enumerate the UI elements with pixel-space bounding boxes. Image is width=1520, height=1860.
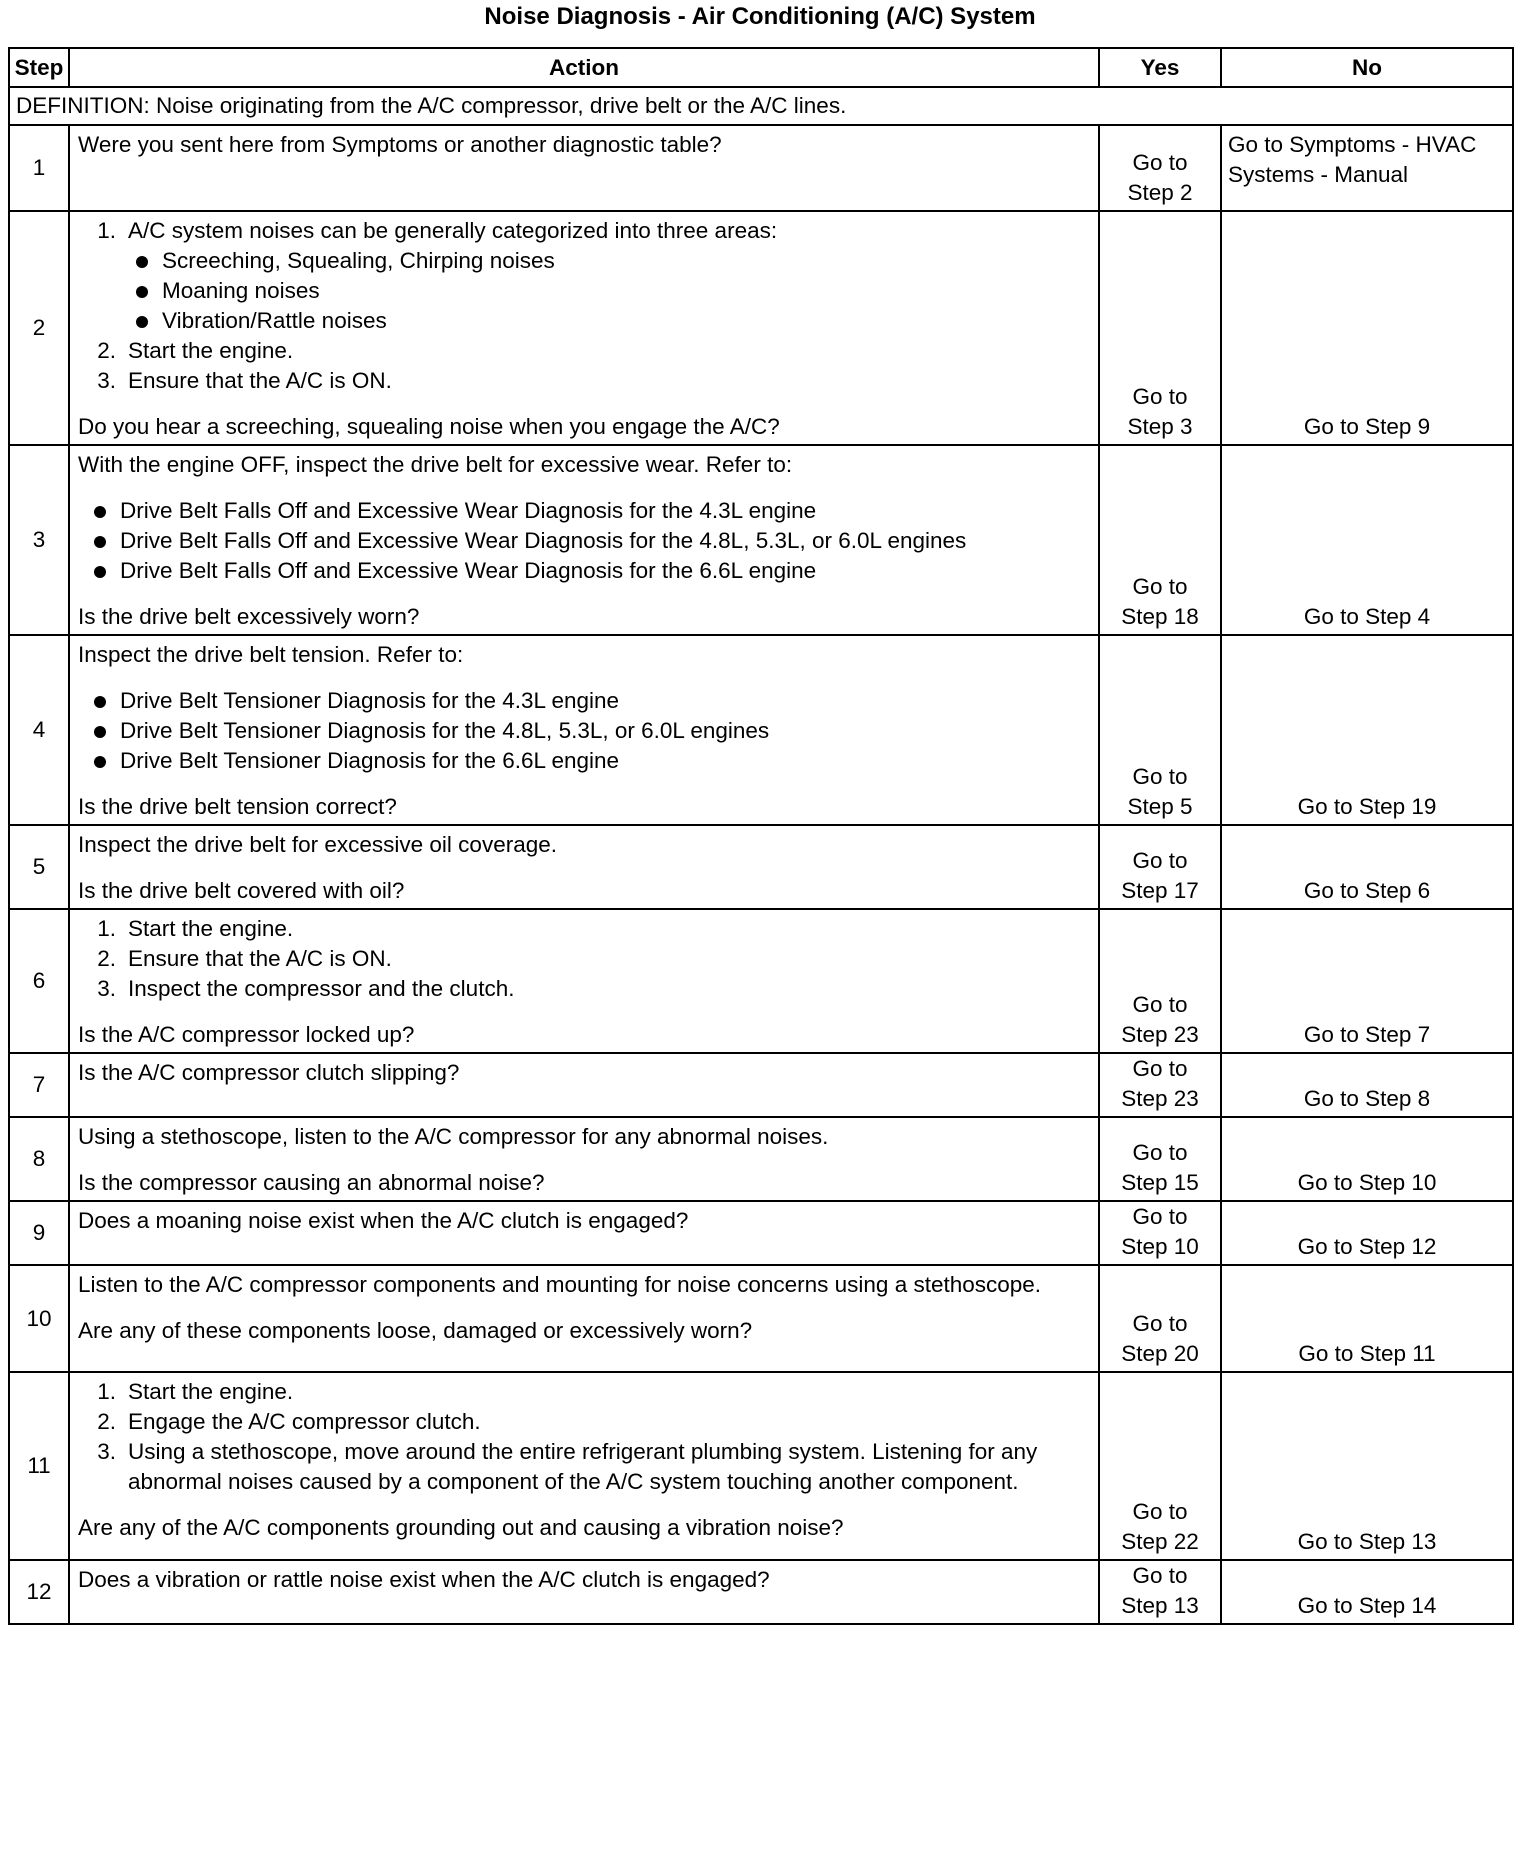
yes-result bbox=[1099, 445, 1221, 635]
action-cell bbox=[69, 1372, 1099, 1560]
item-number: 3. bbox=[97, 368, 116, 393]
numbered-item bbox=[78, 366, 1090, 396]
action-cell bbox=[69, 125, 1099, 211]
action-cell bbox=[69, 909, 1099, 1053]
table-row bbox=[9, 1117, 1513, 1201]
item-text: Ensure that the A/C is ON. bbox=[128, 368, 392, 393]
table-row bbox=[9, 1372, 1513, 1560]
result-line: Go to bbox=[1132, 764, 1188, 789]
action-question: Do you hear a screeching, squealing noise when you engage the A/C? bbox=[78, 414, 780, 439]
yes-result bbox=[1099, 635, 1221, 825]
spacer bbox=[78, 1300, 1090, 1316]
action-intro: Inspect the drive belt for excessive oil coverage. bbox=[78, 832, 557, 857]
spacer bbox=[78, 1152, 1090, 1168]
action-question: Does a moaning noise exist when the A/C clutch is engaged? bbox=[78, 1208, 689, 1233]
step-number: 2 bbox=[9, 211, 69, 445]
step-number: 7 bbox=[9, 1053, 69, 1117]
no-result: Go to Step 7 bbox=[1221, 909, 1513, 1053]
yes-result bbox=[1099, 1560, 1221, 1624]
result-line: Step 5 bbox=[1127, 794, 1193, 819]
bullet-item: Drive Belt Falls Off and Excessive Wear Diagnosis for the 6.6L engine bbox=[78, 556, 1090, 586]
action-cell bbox=[69, 445, 1099, 635]
action-cell bbox=[69, 1201, 1099, 1265]
no-result: Go to Step 19 bbox=[1221, 635, 1513, 825]
result-line: Step 3 bbox=[1127, 414, 1193, 439]
yes-result bbox=[1099, 909, 1221, 1053]
action-question: Does a vibration or rattle noise exist when the A/C clutch is engaged? bbox=[78, 1567, 770, 1592]
item-number: 1. bbox=[97, 218, 116, 243]
action-cell bbox=[69, 1265, 1099, 1372]
item-number: 1. bbox=[97, 916, 116, 941]
step-number: 8 bbox=[9, 1117, 69, 1201]
no-result: Go to Step 4 bbox=[1221, 445, 1513, 635]
table-row bbox=[9, 635, 1513, 825]
no-result: Go to Step 11 bbox=[1221, 1265, 1513, 1372]
yes-result bbox=[1099, 1117, 1221, 1201]
result-line: Step 23 bbox=[1121, 1086, 1199, 1111]
bullet-item: Screeching, Squealing, Chirping noises bbox=[78, 246, 1090, 276]
spacer bbox=[78, 1497, 1090, 1513]
action-intro: With the engine OFF, inspect the drive belt for excessive wear. Refer to: bbox=[78, 452, 793, 477]
spacer bbox=[78, 480, 1090, 496]
header-row bbox=[9, 48, 1513, 87]
result-line: Step 2 bbox=[1127, 180, 1193, 205]
no-result: Go to Symptoms - HVAC Systems - Manual bbox=[1221, 125, 1513, 211]
result-line: Step 22 bbox=[1121, 1529, 1199, 1554]
result-line: Step 17 bbox=[1121, 878, 1199, 903]
item-text: Engage the A/C compressor clutch. bbox=[128, 1409, 481, 1434]
action-question: Are any of these components loose, damaged or excessively worn? bbox=[78, 1318, 753, 1343]
action-question: Is the A/C compressor locked up? bbox=[78, 1022, 415, 1047]
step-number: 1 bbox=[9, 125, 69, 211]
item-number: 2. bbox=[97, 1409, 116, 1434]
item-text: Start the engine. bbox=[128, 338, 294, 363]
table-row bbox=[9, 825, 1513, 909]
item-number: 3. bbox=[97, 1439, 116, 1464]
yes-result bbox=[1099, 1265, 1221, 1372]
yes-result bbox=[1099, 125, 1221, 211]
item-number: 2. bbox=[97, 946, 116, 971]
table-row bbox=[9, 1265, 1513, 1372]
definition-text: DEFINITION: Noise originating from the A/C compressor, drive belt or the A/C lines. bbox=[9, 87, 1513, 125]
no-result: Go to Step 9 bbox=[1221, 211, 1513, 445]
step-number: 12 bbox=[9, 1560, 69, 1624]
result-line: Step 20 bbox=[1121, 1341, 1199, 1366]
action-cell bbox=[69, 635, 1099, 825]
numbered-list bbox=[78, 914, 1090, 1004]
diagnostic-table bbox=[8, 47, 1514, 1625]
bullet-item: Drive Belt Falls Off and Excessive Wear Diagnosis for the 4.8L, 5.3L, or 6.0L engines bbox=[78, 526, 1090, 556]
numbered-item bbox=[78, 336, 1090, 366]
step-number: 5 bbox=[9, 825, 69, 909]
result-line: Go to bbox=[1132, 848, 1188, 873]
action-cell bbox=[69, 1053, 1099, 1117]
no-result: Go to Step 13 bbox=[1221, 1372, 1513, 1560]
bullet-list bbox=[78, 686, 1090, 776]
numbered-item bbox=[78, 914, 1090, 944]
step-number: 11 bbox=[9, 1372, 69, 1560]
bullet-list bbox=[78, 496, 1090, 586]
result-line: Go to bbox=[1132, 1311, 1188, 1336]
yes-result bbox=[1099, 1201, 1221, 1265]
item-text: Ensure that the A/C is ON. bbox=[128, 946, 392, 971]
no-result: Go to Step 8 bbox=[1221, 1053, 1513, 1117]
bullet-item: Drive Belt Tensioner Diagnosis for the 4.3L engine bbox=[78, 686, 1090, 716]
numbered-item bbox=[78, 1437, 1090, 1497]
yes-result bbox=[1099, 1053, 1221, 1117]
table-row bbox=[9, 1053, 1513, 1117]
numbered-item bbox=[78, 1377, 1090, 1407]
item-text: Start the engine. bbox=[128, 916, 294, 941]
result-line: Go to bbox=[1132, 1204, 1188, 1229]
step-number: 6 bbox=[9, 909, 69, 1053]
bullet-item: Drive Belt Tensioner Diagnosis for the 4.8L, 5.3L, or 6.0L engines bbox=[78, 716, 1090, 746]
spacer bbox=[78, 670, 1090, 686]
item-text: A/C system noises can be generally categorized into three areas: bbox=[128, 218, 778, 243]
item-text: Inspect the compressor and the clutch. bbox=[128, 976, 515, 1001]
action-cell bbox=[69, 211, 1099, 445]
header-no: No bbox=[1221, 48, 1513, 87]
item-number: 3. bbox=[97, 976, 116, 1001]
header-step: Step bbox=[9, 48, 69, 87]
table-row bbox=[9, 125, 1513, 211]
action-intro: Inspect the drive belt tension. Refer to: bbox=[78, 642, 464, 667]
spacer bbox=[78, 1004, 1090, 1020]
item-text: Start the engine. bbox=[128, 1379, 294, 1404]
item-number: 1. bbox=[97, 1379, 116, 1404]
table-row bbox=[9, 909, 1513, 1053]
numbered-item bbox=[78, 216, 1090, 336]
numbered-list bbox=[78, 216, 1090, 396]
step-number: 4 bbox=[9, 635, 69, 825]
action-intro: Using a stethoscope, listen to the A/C compressor for any abnormal noises. bbox=[78, 1124, 829, 1149]
item-text: Using a stethoscope, move around the entire refrigerant plumbing system. Listening for any abnormal noises caused by a component of the A/C system touching another component. bbox=[128, 1439, 1038, 1494]
header-action: Action bbox=[69, 48, 1099, 87]
yes-result bbox=[1099, 825, 1221, 909]
spacer bbox=[78, 776, 1090, 792]
no-result: Go to Step 14 bbox=[1221, 1560, 1513, 1624]
result-line: Go to bbox=[1132, 574, 1188, 599]
table-row bbox=[9, 445, 1513, 635]
sub-bullet-list bbox=[78, 246, 1090, 336]
result-line: Step 13 bbox=[1121, 1593, 1199, 1618]
no-result: Go to Step 10 bbox=[1221, 1117, 1513, 1201]
spacer bbox=[78, 396, 1090, 412]
yes-result bbox=[1099, 1372, 1221, 1560]
result-line: Go to bbox=[1132, 1056, 1188, 1081]
numbered-list bbox=[78, 1377, 1090, 1497]
no-result: Go to Step 6 bbox=[1221, 825, 1513, 909]
step-number: 10 bbox=[9, 1265, 69, 1372]
numbered-item bbox=[78, 1407, 1090, 1437]
action-cell bbox=[69, 1560, 1099, 1624]
action-question: Were you sent here from Symptoms or another diagnostic table? bbox=[78, 132, 722, 157]
bullet-item: Vibration/Rattle noises bbox=[78, 306, 1090, 336]
result-line: Go to bbox=[1132, 992, 1188, 1017]
step-number: 3 bbox=[9, 445, 69, 635]
numbered-item bbox=[78, 974, 1090, 1004]
header-yes: Yes bbox=[1099, 48, 1221, 87]
action-cell bbox=[69, 825, 1099, 909]
bullet-item: Moaning noises bbox=[78, 276, 1090, 306]
result-line: Go to bbox=[1132, 1499, 1188, 1524]
action-question: Is the drive belt covered with oil? bbox=[78, 878, 405, 903]
action-question: Are any of the A/C components grounding out and causing a vibration noise? bbox=[78, 1515, 844, 1540]
action-question: Is the drive belt excessively worn? bbox=[78, 604, 420, 629]
bullet-item: Drive Belt Tensioner Diagnosis for the 6.6L engine bbox=[78, 746, 1090, 776]
action-question: Is the drive belt tension correct? bbox=[78, 794, 397, 819]
table-row bbox=[9, 1560, 1513, 1624]
numbered-item bbox=[78, 944, 1090, 974]
spacer bbox=[78, 586, 1090, 602]
item-number: 2. bbox=[97, 338, 116, 363]
result-line: Step 15 bbox=[1121, 1170, 1199, 1195]
action-cell bbox=[69, 1117, 1099, 1201]
action-intro: Listen to the A/C compressor components and mounting for noise concerns using a stethoscope. bbox=[78, 1272, 1042, 1297]
definition-row bbox=[9, 87, 1513, 125]
table-row bbox=[9, 1201, 1513, 1265]
result-line: Step 18 bbox=[1121, 604, 1199, 629]
result-line: Go to bbox=[1132, 1563, 1188, 1588]
result-line: Go to bbox=[1132, 150, 1188, 175]
result-line: Step 23 bbox=[1121, 1022, 1199, 1047]
result-line: Go to bbox=[1132, 1140, 1188, 1165]
table-row bbox=[9, 211, 1513, 445]
action-question: Is the compressor causing an abnormal noise? bbox=[78, 1170, 545, 1195]
yes-result bbox=[1099, 211, 1221, 445]
document-title: Noise Diagnosis - Air Conditioning (A/C) System bbox=[484, 3, 1036, 30]
result-line: Go to bbox=[1132, 384, 1188, 409]
no-result: Go to Step 12 bbox=[1221, 1201, 1513, 1265]
bullet-item: Drive Belt Falls Off and Excessive Wear Diagnosis for the 4.3L engine bbox=[78, 496, 1090, 526]
spacer bbox=[78, 860, 1090, 876]
action-question: Is the A/C compressor clutch slipping? bbox=[78, 1060, 460, 1085]
step-number: 9 bbox=[9, 1201, 69, 1265]
result-line: Step 10 bbox=[1121, 1234, 1199, 1259]
